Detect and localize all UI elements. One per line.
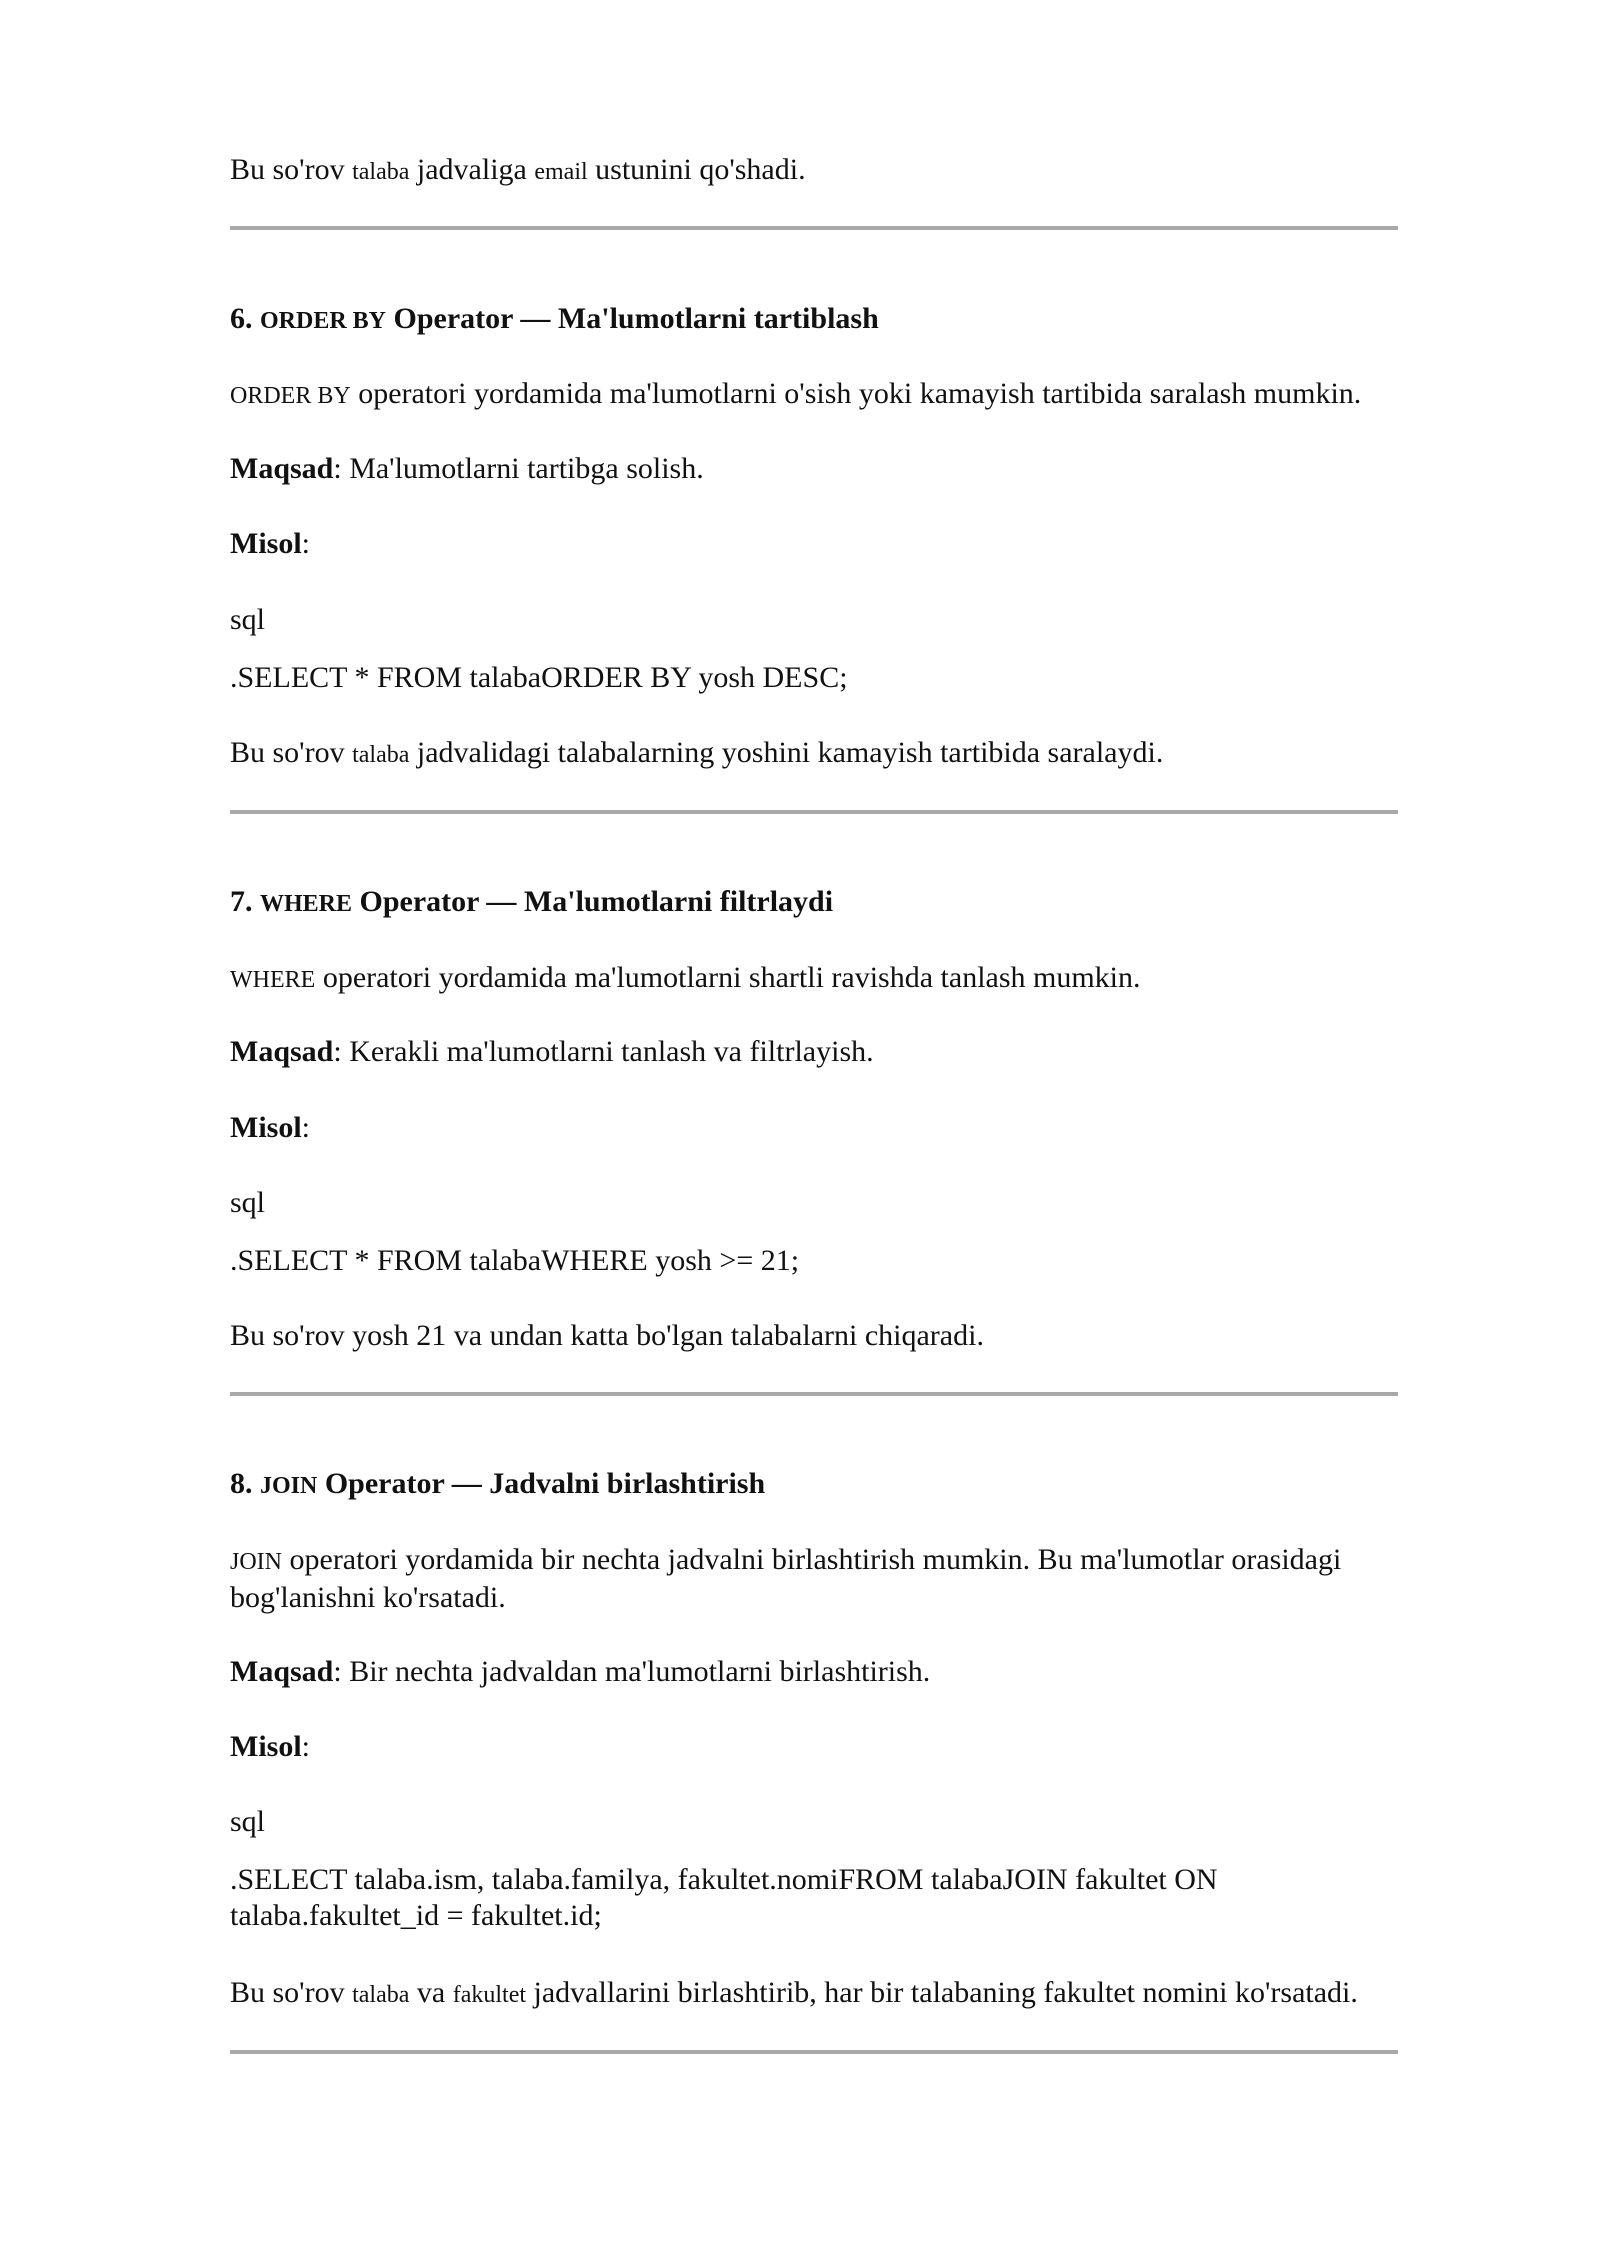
section-7-code-lang: sql bbox=[230, 1186, 266, 1219]
section-6-result-text-2: jadvalidagi talabalarning yoshini kamayish tartibida saralaydi. bbox=[416, 736, 1164, 769]
section-8-goal bbox=[230, 1654, 930, 1690]
section-8-code-line-2: talaba.fakultet_id = fakultet.id; bbox=[230, 1899, 602, 1932]
section-7-number: 7. bbox=[230, 885, 253, 918]
section-6-title: Operator — Ma'lumotlarni tartiblash bbox=[393, 302, 879, 335]
section-8-result-text-3: jadvallarini birlashtirib, har bir talabaning fakultet nomini ko'rsatadi. bbox=[533, 1976, 1358, 2009]
section-8-goal-text: : Bir nechta jadvaldan ma'lumotlarni birlashtirish. bbox=[333, 1655, 931, 1688]
section-6-result bbox=[230, 735, 1163, 773]
divider bbox=[230, 2050, 1398, 2054]
section-8-number: 8. bbox=[230, 1467, 253, 1500]
section-6-code: ORDER BY bbox=[260, 308, 387, 334]
section-7-code-line: .SELECT * FROM talabaWHERE yosh >= 21; bbox=[230, 1244, 800, 1277]
section-6-code-lang: sql bbox=[230, 603, 266, 636]
section-6-result-text-1: Bu so'rov bbox=[230, 736, 345, 769]
section-8-goal-label: Maqsad bbox=[230, 1655, 334, 1688]
section-7-misol-colon: : bbox=[301, 1111, 311, 1144]
intro-code-1: talaba bbox=[352, 159, 410, 185]
section-6-misol-colon: : bbox=[301, 527, 311, 560]
section-8-title: Operator — Jadvalni birlashtirish bbox=[324, 1467, 766, 1500]
section-8-code-line-1: .SELECT talaba.ism, talaba.familya, fakultet.nomiFROM talabaJOIN fakultet ON bbox=[230, 1863, 1218, 1896]
section-6-code-line: .SELECT * FROM talabaORDER BY yosh DESC; bbox=[230, 661, 848, 694]
divider bbox=[230, 1392, 1398, 1396]
section-7-misol: Misol bbox=[230, 1111, 302, 1144]
intro-code-2: email bbox=[534, 159, 588, 185]
section-8-desc-text-2: bog'lanishni ko'rsatadi. bbox=[230, 1581, 506, 1614]
section-7-code: WHERE bbox=[260, 891, 353, 917]
intro-text-2: jadvaliga bbox=[416, 153, 527, 186]
section-8-description bbox=[230, 1542, 1341, 1616]
section-8-code-lang: sql bbox=[230, 1805, 266, 1838]
section-7-desc-text: operatori yordamida ma'lumotlarni shartli ravishda tanlash mumkin. bbox=[322, 961, 1141, 994]
section-6-number: 6. bbox=[230, 302, 253, 335]
section-7-title: Operator — Ma'lumotlarni filtrlaydi bbox=[359, 885, 834, 918]
section-8-result-text-1: Bu so'rov bbox=[230, 1976, 345, 2009]
divider bbox=[230, 226, 1398, 230]
section-8-code: JOIN bbox=[260, 1473, 318, 1499]
section-6-goal bbox=[230, 451, 704, 487]
section-6-description bbox=[230, 376, 1361, 414]
section-8-result-text-2: va bbox=[416, 1976, 446, 2009]
section-6-example-label bbox=[230, 526, 310, 562]
section-8-result-code-2: fakultet bbox=[452, 1982, 527, 2008]
section-7-goal-text: : Kerakli ma'lumotlarni tanlash va filtrlayish. bbox=[333, 1035, 874, 1068]
section-7-goal bbox=[230, 1034, 874, 1070]
section-7-desc-code: WHERE bbox=[230, 967, 316, 993]
section-8-desc-text-1: operatori yordamida bir nechta jadvalni birlashtirish mumkin. Bu ma'lumotlar orasidagi bbox=[289, 1543, 1342, 1576]
intro-paragraph bbox=[230, 152, 806, 190]
section-8-desc-code: JOIN bbox=[230, 1549, 282, 1575]
section-6-heading bbox=[230, 302, 879, 336]
section-7-goal-label: Maqsad bbox=[230, 1035, 334, 1068]
section-8-misol-colon: : bbox=[301, 1730, 311, 1763]
section-6-goal-text: : Ma'lumotlarni tartibga solish. bbox=[333, 452, 704, 485]
section-7-description bbox=[230, 960, 1141, 998]
section-8-example-label bbox=[230, 1729, 310, 1765]
section-7-example-label bbox=[230, 1110, 310, 1146]
section-8-misol: Misol bbox=[230, 1730, 302, 1763]
section-6-result-code: talaba bbox=[352, 742, 410, 768]
intro-text-1: Bu so'rov bbox=[230, 153, 345, 186]
section-6-desc-text: operatori yordamida ma'lumotlarni o'sish yoki kamayish tartibida saralash mumkin. bbox=[358, 377, 1362, 410]
section-7-result: Bu so'rov yosh 21 va undan katta bo'lgan talabalarni chiqaradi. bbox=[230, 1319, 984, 1352]
section-6-misol: Misol bbox=[230, 527, 302, 560]
section-8-code-block bbox=[230, 1862, 1218, 1934]
intro-text-3: ustunini qo'shadi. bbox=[595, 153, 806, 186]
divider bbox=[230, 810, 1398, 814]
section-7-heading bbox=[230, 885, 833, 919]
section-6-goal-label: Maqsad bbox=[230, 452, 334, 485]
section-8-result bbox=[230, 1975, 1358, 2013]
section-8-result-code-1: talaba bbox=[352, 1982, 410, 2008]
section-8-heading bbox=[230, 1467, 765, 1501]
section-6-desc-code: ORDER BY bbox=[230, 383, 351, 409]
